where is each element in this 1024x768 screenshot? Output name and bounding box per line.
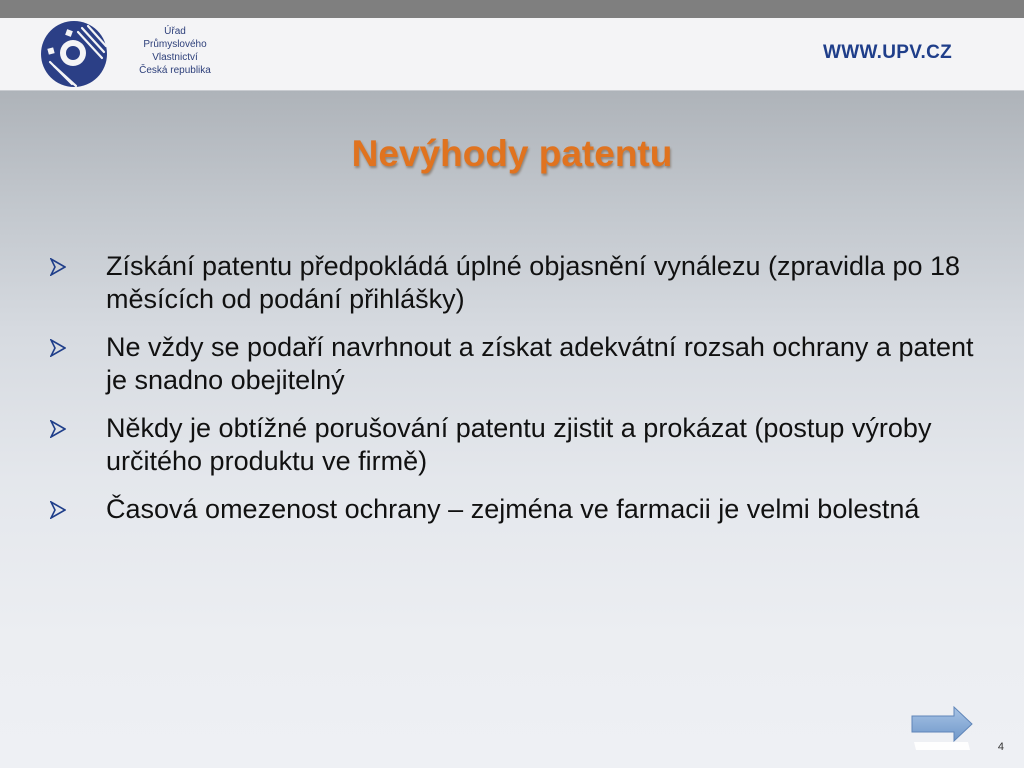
top-strip [0,0,1024,18]
arrowhead-bullet-icon [50,258,66,276]
bullet-item [44,493,984,526]
next-arrow-icon[interactable] [910,704,976,752]
arrowhead-bullet-icon [50,501,66,519]
bullet-text: Časová omezenost ochrany – zejména ve farmacii je velmi bolestná [106,494,920,524]
bullet-text: Někdy je obtížné porušování patentu zjistit a prokázat (postup výroby určitého produktu ve firmě) [106,413,932,476]
org-name-line: Česká republika [139,65,211,76]
org-name [120,25,230,77]
bullet-item [44,331,984,397]
bullet-text: Ne vždy se podaří navrhnout a získat adekvátní rozsah ochrany a patent je snadno obejitelný [106,332,974,395]
arrowhead-bullet-icon [50,420,66,438]
bullet-list [44,250,984,541]
upv-emblem-icon [40,18,112,90]
bullet-item [44,412,984,478]
org-name-line: Úřad [164,26,186,37]
slide-title: Nevýhody patentu [351,133,673,174]
org-name-line: Vlastnictví [152,52,198,63]
bullet-item [44,250,984,316]
bullet-text: Získání patentu předpokládá úplné objasnění vynálezu (zpravidla po 18 měsících od podání přihlášky) [106,251,961,314]
arrowhead-bullet-icon [50,339,66,357]
header-bar [0,18,1024,91]
org-name-line: Průmyslového [143,39,207,50]
website-link[interactable]: WWW.UPV.CZ [823,42,952,63]
page-number: 4 [997,741,1004,753]
